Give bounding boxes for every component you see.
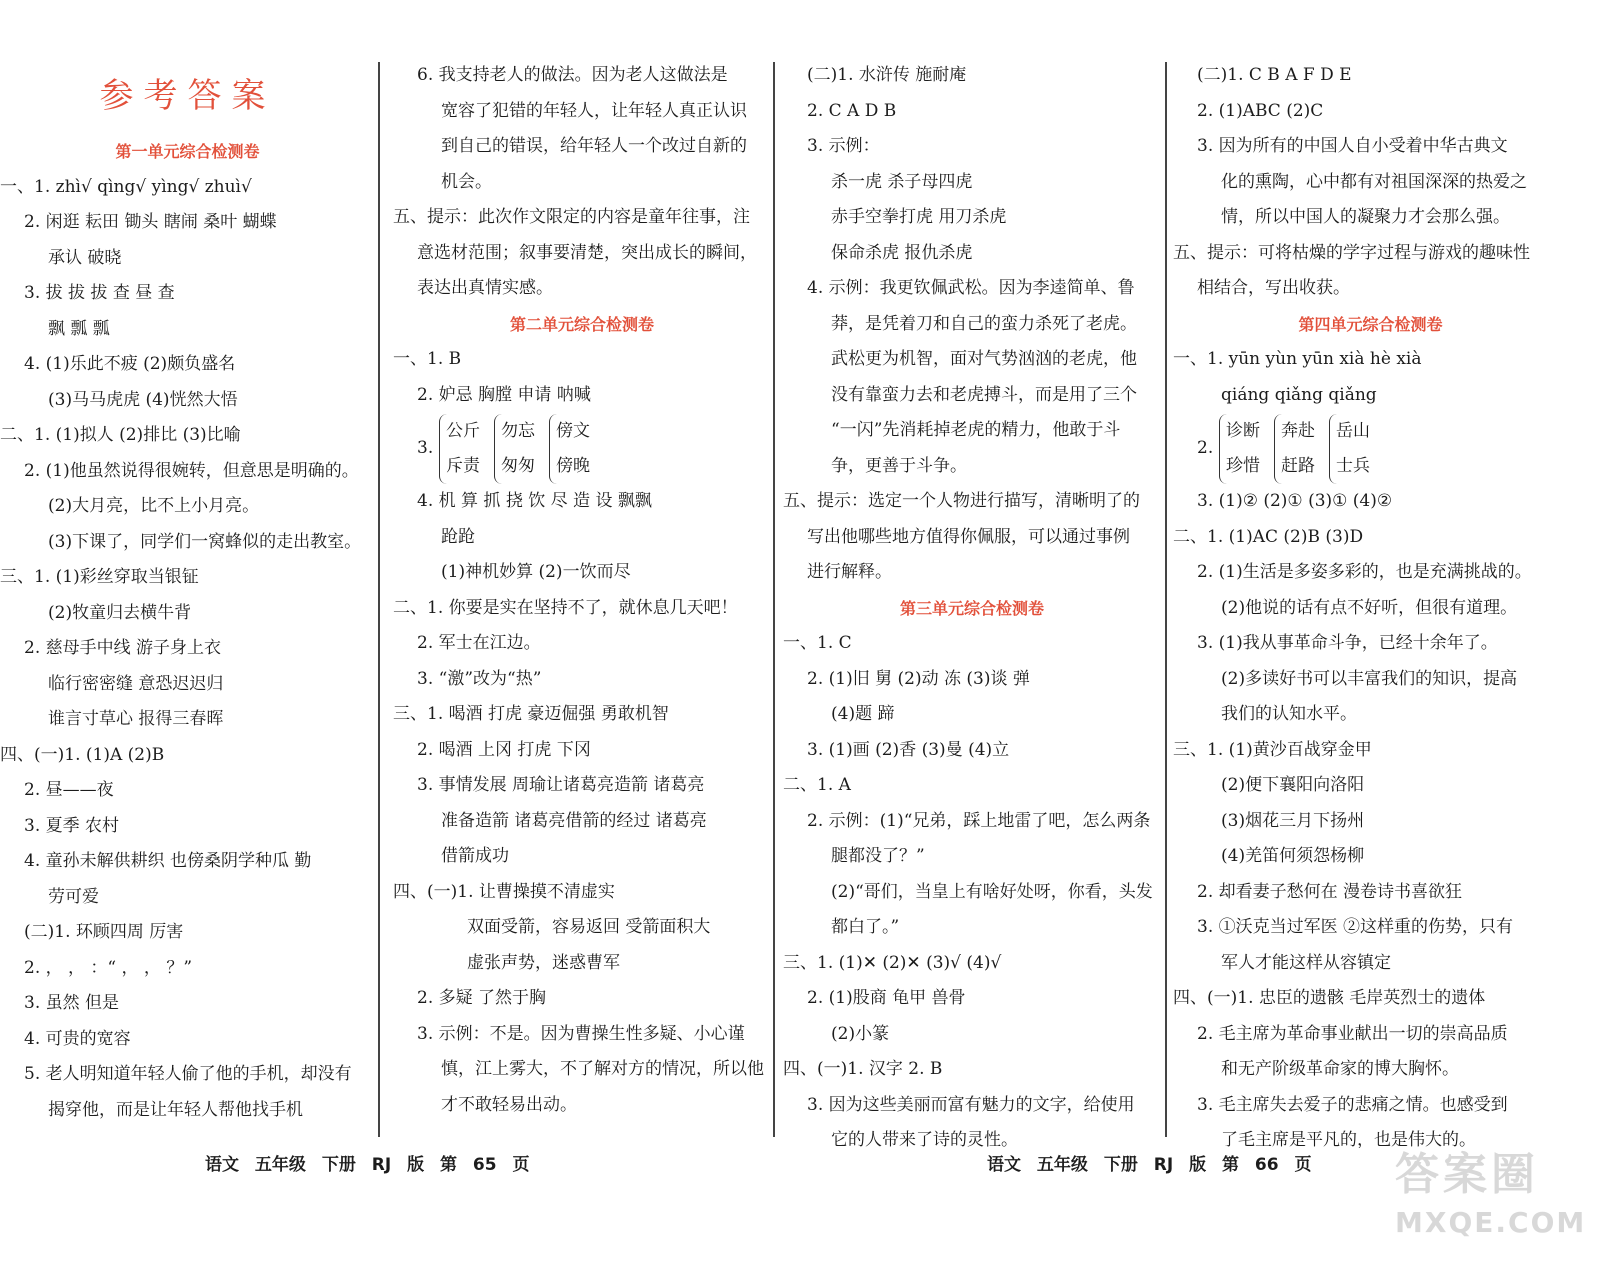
answer-line: 揭穿他，而是让年轻人帮他找手机 — [48, 1099, 303, 1120]
answer-line: 3. 夏季 农村 — [24, 815, 120, 836]
answer-line: 三、1. (1)黄沙百战穿金甲 — [1173, 739, 1372, 760]
question-number: 3. — [417, 437, 434, 458]
answer-line: 三、1. (1)彩丝穿取当银钲 — [0, 567, 199, 587]
answer-line: (2)多读好书可以丰富我们的知识，提高 — [1221, 668, 1518, 689]
answer-line: (1)神机妙算 (2)一饮而尽 — [441, 562, 631, 582]
answer-line: 杀一虎 杀子母四虎 — [831, 171, 973, 192]
answer-line: 2. 多疑 了然于胸 — [417, 988, 547, 1008]
answer-word: 珍惜 — [1226, 455, 1260, 476]
answer-line: 5. 老人明知道年轻人偷了他的手机，却没有 — [24, 1064, 352, 1084]
answer-word: 傍晚 — [556, 455, 590, 476]
answer-line: 写出他哪些地方值得你佩服，可以通过事例 — [807, 526, 1130, 547]
answer-line: 二、1. 你要是实在坚持不了，就休息几天吧！ — [393, 597, 738, 618]
answer-word: 斥责 — [446, 455, 480, 476]
answer-line: 争，更善于斗争。 — [831, 455, 967, 476]
answer-word: 士兵 — [1336, 455, 1370, 476]
answer-line: 2. 闲逛 耘田 锄头 瞎闹 桑叶 蝴蝶 — [24, 212, 277, 232]
answer-line: 五、提示：此次作文限定的内容是童年往事，注 — [393, 207, 750, 227]
answer-line: 4. 示例：我更钦佩武松。因为李逵简单、鲁 — [807, 278, 1135, 298]
answer-line: 3. 示例： — [807, 136, 880, 156]
answer-line: 3. 拔 拔 拔 查 昼 查 — [24, 283, 175, 303]
answer-line: 飘 瓢 瓢 — [48, 318, 110, 339]
answer-line: 3. (1)我从事革命斗争，已经十余年了。 — [1197, 633, 1498, 653]
watermark-logo — [1395, 1145, 1595, 1255]
answer-line: 一、1. B — [393, 349, 462, 369]
answer-line: 跄跄 — [441, 526, 475, 547]
answer-line: 没有靠蛮力去和老虎搏斗，而是用了三个 — [831, 384, 1137, 405]
watermark-url: MXQE.COM — [1395, 1206, 1587, 1239]
answer-line: 3. ①沃克当过军医 ②这样重的伤势，只有 — [1197, 917, 1514, 937]
answer-line: 2. 示例：(1)“兄弟，踩上地雷了吧，怎么两条 — [807, 810, 1151, 831]
answer-line: 武松更为机智，面对气势汹汹的老虎，他 — [831, 349, 1137, 369]
answer-line: 四、(一)1. 汉字 2. B — [783, 1059, 943, 1079]
brace-pair — [1329, 414, 1370, 484]
column-divider — [1165, 62, 1167, 1137]
answer-line: 2. C A D B — [807, 100, 897, 121]
answer-line: (2)“哥们，当皇上有啥好处呀，你看，头发 — [831, 881, 1153, 902]
answer-word: 傍文 — [556, 420, 590, 441]
answer-line: 慎，江上雾大，不了解对方的情况，所以他 — [441, 1059, 764, 1079]
answer-word: 匆匆 — [501, 455, 535, 476]
answer-word: 勿忘 — [501, 420, 535, 441]
section-heading: 第一单元综合检测卷 — [115, 142, 260, 161]
answer-line: 四、(一)1. 让曹操摸不清虚实 — [393, 881, 615, 902]
footer-right-page-info: 语文 五年级 下册 RJ 版 第 66 页 — [987, 1155, 1312, 1175]
answer-line: 承认 破晓 — [48, 247, 122, 268]
answer-line: 保命杀虎 报仇杀虎 — [831, 242, 973, 263]
answer-line: 3. 因为这些美丽而富有魅力的文字，给使用 — [807, 1094, 1135, 1115]
answer-line: 2. (1)股商 龟甲 兽骨 — [807, 988, 966, 1008]
answer-line: 4. 童孙未解供耕织 也傍桑阴学种瓜 勤 — [24, 851, 312, 871]
answer-line: 3. “激”改为“热” — [417, 668, 542, 689]
answer-column-1 — [0, 58, 375, 1148]
section-heading: 第四单元综合检测卷 — [1298, 314, 1443, 334]
answer-line: 一、1. C — [783, 633, 852, 653]
bracketed-word-group — [393, 413, 771, 484]
answer-line: (2)小篆 — [831, 1023, 890, 1044]
answer-line: 二、1. A — [783, 775, 851, 795]
answer-line: (2)大月亮，比不上小月亮。 — [48, 496, 260, 516]
answer-line: (3)烟花三月下扬州 — [1221, 810, 1365, 831]
answer-line: 3. 因为所有的中国人自小受着中华古典文 — [1197, 136, 1508, 156]
column-divider — [773, 62, 775, 1137]
answer-line: 二、1. (1)拟人 (2)排比 (3)比喻 — [0, 425, 241, 445]
answer-line: (2)便下襄阳向洛阳 — [1221, 775, 1365, 795]
answer-line: 3. 事情发展 周瑜让诸葛亮造箭 诸葛亮 — [417, 775, 705, 795]
answer-line: 三、1. 喝酒 打虎 豪迈倔强 勇敢机智 — [393, 704, 669, 724]
question-number: 2. — [1197, 437, 1214, 458]
answer-line: 宽容了犯错的年轻人，让年轻人真正认识 — [441, 100, 747, 121]
answer-line: “一闪”先消耗掉老虎的精力，他敢于斗 — [831, 420, 1121, 440]
answer-line: 3. 虽然 但是 — [24, 993, 120, 1013]
answer-line: 借箭成功 — [441, 846, 509, 866]
answer-line: 化的熏陶，心中都有对祖国深深的热爱之 — [1221, 171, 1527, 192]
answer-column-2 — [393, 58, 771, 1148]
column-divider — [378, 62, 380, 1137]
bracketed-word-group — [1173, 413, 1568, 484]
answer-line: (3)马马虎虎 (4)恍然大悟 — [48, 389, 238, 410]
answer-line: 莽，是凭着刀和自己的蛮力杀死了老虎。 — [831, 313, 1137, 334]
brace-pair — [439, 414, 480, 484]
answer-word: 赶路 — [1281, 455, 1315, 476]
answer-line: 6. 我支持老人的做法。因为老人这做法是 — [417, 65, 728, 85]
answer-line: (二)1. 水浒传 施耐庵 — [807, 65, 967, 85]
answer-line: (2)他说的话有点不好听，但很有道理。 — [1221, 597, 1518, 618]
answer-line: 二、1. (1)AC (2)B (3)D — [1173, 526, 1364, 547]
answer-line: 相结合，写出收获。 — [1197, 278, 1350, 298]
answer-line: 一、1. zhì√ qìng√ yìng√ zhuì√ — [0, 176, 252, 197]
answer-column-4 — [1173, 58, 1568, 1148]
answer-line: 谁言寸草心 报得三春晖 — [48, 709, 224, 729]
answer-line: 情，所以中国人的凝聚力才会那么强。 — [1221, 207, 1510, 227]
footer-left-page-info: 语文 五年级 下册 RJ 版 第 65 页 — [205, 1155, 530, 1175]
section-heading: 第二单元综合检测卷 — [509, 314, 654, 334]
answer-line: 2. 慈母手中线 游子身上衣 — [24, 638, 222, 658]
answer-line: 都白了。” — [831, 917, 900, 937]
answer-line: 军人才能这样从容镇定 — [1221, 952, 1391, 973]
brace-pair — [1274, 414, 1315, 484]
answer-line: 劳可爱 — [48, 886, 99, 907]
answer-line: 3. 毛主席失去爱子的悲痛之情。也感受到 — [1197, 1094, 1508, 1115]
answer-line: (二)1. 环顾四周 厉害 — [24, 922, 184, 942]
answer-line: 才不敢轻易出动。 — [441, 1094, 577, 1115]
answer-line: 和无产阶级革命家的博大胸怀。 — [1221, 1059, 1459, 1079]
answer-line: 4. (1)乐此不疲 (2)颇负盛名 — [24, 354, 236, 374]
answer-line: 到自己的错误，给年轻人一个改过自新的 — [441, 136, 747, 156]
answer-line: 2. 昼——夜 — [24, 780, 114, 800]
answer-line: 三、1. (1)✕ (2)✕ (3)√ (4)√ — [783, 952, 1002, 973]
answer-line: qiáng qiǎng qiǎng — [1221, 384, 1377, 405]
answer-line: 2. 喝酒 上冈 打虎 下冈 — [417, 739, 591, 760]
answer-line: 2. 却看妻子愁何在 漫卷诗书喜欲狂 — [1197, 881, 1463, 902]
answer-line: (3)下课了，同学们一窝蜂似的走出教室。 — [48, 531, 362, 552]
answer-word: 诊断 — [1226, 420, 1260, 441]
answer-word: 公斤 — [446, 420, 480, 441]
answer-line: 准备造箭 诸葛亮借箭的经过 诸葛亮 — [441, 810, 707, 831]
answer-line: 意选材范围；叙事要清楚，突出成长的瞬间， — [417, 242, 757, 263]
brace-pair — [494, 414, 535, 484]
answer-line: 临行密密缝 意恐迟迟归 — [48, 673, 224, 694]
brace-pair — [1219, 414, 1260, 484]
answer-line: 赤手空拳打虎 用刀杀虎 — [831, 207, 1007, 227]
answer-line: 2. (1)生活是多姿多彩的，也是充满挑战的。 — [1197, 562, 1532, 582]
answer-line: 五、提示：选定一个人物进行描写，清晰明了的 — [783, 491, 1140, 511]
answer-line: 四、(一)1. (1)A (2)B — [0, 744, 165, 765]
answer-line: 2. (1)旧 舅 (2)动 冻 (3)谈 弹 — [807, 668, 1030, 689]
answer-line: 2. ， ， ：“ ， ， ？” — [24, 957, 193, 978]
answer-line: 虚张声势，迷惑曹军 — [467, 952, 620, 973]
answer-word: 奔赴 — [1281, 420, 1315, 441]
answer-line: 3. 示例：不是。因为曹操生性多疑、小心谨 — [417, 1023, 745, 1044]
page-title: 参考答案 — [99, 76, 276, 116]
answer-line: (2)牧童归去横牛背 — [48, 602, 192, 623]
answer-line: 它的人带来了诗的灵性。 — [831, 1130, 1018, 1148]
answer-line: 3. (1)② (2)① (3)① (4)② — [1197, 491, 1393, 511]
answer-line: 4. 机 算 抓 挠 饮 尽 造 设 飘飘 — [417, 491, 652, 511]
answer-line: 2. 军士在江边。 — [417, 633, 541, 653]
answer-line: (4)羌笛何须怨杨柳 — [1221, 846, 1365, 866]
answer-line: 我们的认知水平。 — [1221, 704, 1357, 724]
answer-line: 2. 毛主席为革命事业献出一切的崇高品质 — [1197, 1023, 1508, 1044]
answer-column-3 — [783, 58, 1161, 1148]
answer-line: 了毛主席是平凡的，也是伟大的。 — [1221, 1130, 1476, 1148]
answer-line: 2. (1)ABC (2)C — [1197, 100, 1324, 121]
answer-line: 4. 可贵的宽容 — [24, 1028, 131, 1049]
answer-line: 双面受箭，容易返回 受箭面积大 — [467, 917, 711, 937]
section-heading: 第三单元综合检测卷 — [899, 598, 1044, 618]
answer-line: 2. 妒忌 胸膛 申请 呐喊 — [417, 384, 591, 405]
answer-word: 岳山 — [1336, 420, 1370, 441]
answer-line: 表达出真情实感。 — [417, 278, 553, 298]
answer-line: 进行解释。 — [807, 562, 892, 582]
answer-line: 五、提示：可将枯燥的学字过程与游戏的趣味性 — [1173, 242, 1530, 263]
watermark-text: 答案圈 — [1395, 1149, 1539, 1200]
answer-line: 腿都没了？” — [831, 846, 925, 866]
answer-line: 一、1. yūn yùn yūn xià hè xià — [1173, 349, 1422, 369]
answer-line: 2. (1)他虽然说得很婉转，但意思是明确的。 — [24, 460, 359, 481]
answer-line: 四、(一)1. 忠臣的遗骸 毛岸英烈士的遗体 — [1173, 988, 1486, 1008]
brace-pair — [549, 414, 590, 484]
answer-line: (4)题 蹄 — [831, 704, 895, 724]
answer-line: 机会。 — [441, 171, 492, 192]
answer-line: (二)1. C B A F D E — [1197, 65, 1352, 85]
answer-line: 3. (1)画 (2)香 (3)曼 (4)立 — [807, 739, 1010, 760]
